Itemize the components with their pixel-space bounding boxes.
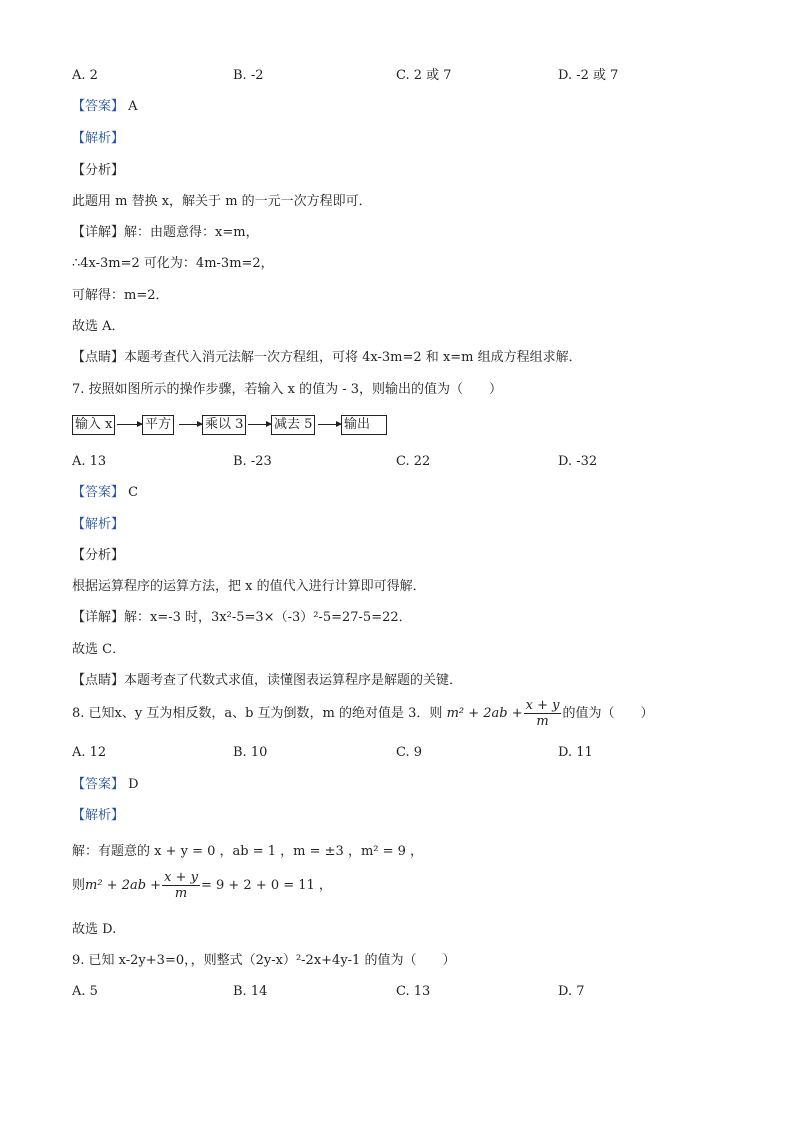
q8-sol2: [72, 869, 332, 903]
q8-sol2-fraction: [162, 870, 200, 901]
q8-sol2-expr: m² + 2ab +: [85, 878, 162, 893]
q9-stem: 9. 已知 x-2y+3=0，，则整式（2y-x）²-2x+4y-1 的值为（ ）: [72, 953, 456, 968]
q9-option-d: D. 7: [558, 984, 585, 999]
q9-option-a: A. 5: [72, 984, 98, 999]
q7-xiangjie: [72, 609, 412, 627]
q7-stem: 7. 按照如图所示的操作步骤，若输入 x 的值为 - 3，则输出的值为（ ）: [72, 382, 503, 397]
q8-jiexi-tag: 【解析】: [72, 808, 125, 823]
q8-option-d: D. 11: [558, 745, 593, 760]
q8-answer: [72, 776, 139, 794]
q8-choose: 故选 D.: [72, 922, 117, 937]
q6-choose: 故选 A．: [72, 319, 125, 334]
q8-option-b: B. 10: [233, 745, 268, 760]
q7-options: [72, 453, 732, 471]
q8-fraction: [524, 698, 562, 729]
q8-sol2-frac-den: m: [174, 886, 188, 901]
answer-value: A: [128, 99, 138, 114]
q7-option-b: B. -23: [233, 454, 272, 469]
flow-step-square: 平方: [142, 415, 174, 435]
dianjing-tag: 【点睛】: [72, 350, 125, 365]
q6-dianjing: [72, 349, 582, 367]
q8-stem-pre: 8. 已知x、y 互为相反数，a、b 互为倒数，m 的绝对值是 3．则: [72, 706, 443, 721]
q7-option-c: C. 22: [396, 454, 431, 469]
xiangjie-tag: 【详解】: [72, 225, 125, 240]
q8-sol2-pre: 则: [72, 878, 86, 893]
xiangjie-text: 解：x=-3 时，3x²-5=3×（-3）²-5=27-5=22．: [124, 610, 412, 625]
q6-option-d: D. -2 或 7: [558, 68, 619, 83]
q7-choose: 故选 C．: [72, 642, 126, 657]
q9-option-b: B. 14: [233, 984, 268, 999]
flow-arrow: [179, 424, 202, 425]
q8-options: [72, 744, 732, 762]
q9-options: [72, 983, 732, 1001]
flow-arrow: [117, 424, 142, 425]
dianjing-tag: 【点睛】: [72, 673, 125, 688]
xiangjie-text: 解：由题意得：x=m，: [124, 225, 259, 240]
flow-arrow: [318, 424, 341, 425]
answer-tag: 【答案】: [72, 485, 125, 500]
flow-arrow: [248, 424, 271, 425]
q8-frac-den: m: [536, 714, 549, 729]
dianjing-text: 本题考查了代数式求值，读懂图表运算程序是解题的关键．: [124, 673, 463, 688]
q8-frac-num: x + y: [525, 698, 560, 713]
q8-sol2-frac-num: x + y: [164, 870, 198, 885]
q8-expr-lead: m² + 2ab +: [446, 706, 523, 721]
q7-option-d: D. -32: [558, 454, 598, 469]
q7-dianjing: [72, 672, 462, 690]
q8-sol2-post: = 9 + 2 + 0 = 11 ，: [200, 878, 332, 893]
q6-xiangjie: [72, 224, 259, 242]
q7-option-a: A. 13: [72, 454, 107, 469]
flow-step-input: 输入 x: [72, 415, 115, 435]
q7-fenxi-text: 根据运算程序的运算方法，把 x 的值代入进行计算即可得解．: [72, 579, 426, 594]
xiangjie-tag: 【详解】: [72, 610, 125, 625]
answer-tag: 【答案】: [72, 99, 125, 114]
flow-step-output: 输出: [341, 415, 387, 435]
q7-jiexi-tag: 【解析】: [72, 517, 125, 532]
q6-options: [72, 67, 732, 85]
q6-option-a: A. 2: [72, 68, 98, 83]
q8-stem-post: 的值为（ ）: [562, 706, 654, 721]
q6-answer: [72, 98, 138, 116]
q9-option-c: C. 13: [396, 984, 431, 999]
q8-option-a: A. 12: [72, 745, 107, 760]
q6-step1: ∴4x-3m=2 可化为：4m-3m=2，: [72, 256, 274, 271]
flow-step-subtract: 减去 5: [271, 415, 315, 435]
q6-jiexi-tag: 【解析】: [72, 131, 125, 146]
answer-tag: 【答案】: [72, 777, 125, 792]
answer-value: C: [128, 485, 139, 500]
q7-answer: [72, 484, 138, 502]
q6-fenxi-text: 此题用 m 替换 x，解关于 m 的一元一次方程即可．: [72, 194, 372, 209]
q6-fenxi-tag: 【分析】: [72, 163, 125, 178]
q6-option-b: B. -2: [233, 68, 264, 83]
q6-step2: 可解得：m=2．: [72, 288, 169, 303]
q7-flowchart: [72, 415, 402, 435]
q7-fenxi-tag: 【分析】: [72, 548, 125, 563]
q8-stem: [72, 697, 654, 731]
dianjing-text: 本题考查代入消元法解一次方程组，可将 4x-3m=2 和 x=m 组成方程组求解．: [124, 350, 582, 365]
flow-step-multiply: 乘以 3: [202, 415, 246, 435]
answer-value: D: [128, 777, 139, 792]
q8-option-c: C. 9: [396, 745, 423, 760]
q8-sol1: 解：有题意的 x + y = 0 ，ab = 1 ，m = ±3 ，m² = 9 ，: [72, 844, 424, 859]
q6-option-c: C. 2 或 7: [396, 68, 452, 83]
